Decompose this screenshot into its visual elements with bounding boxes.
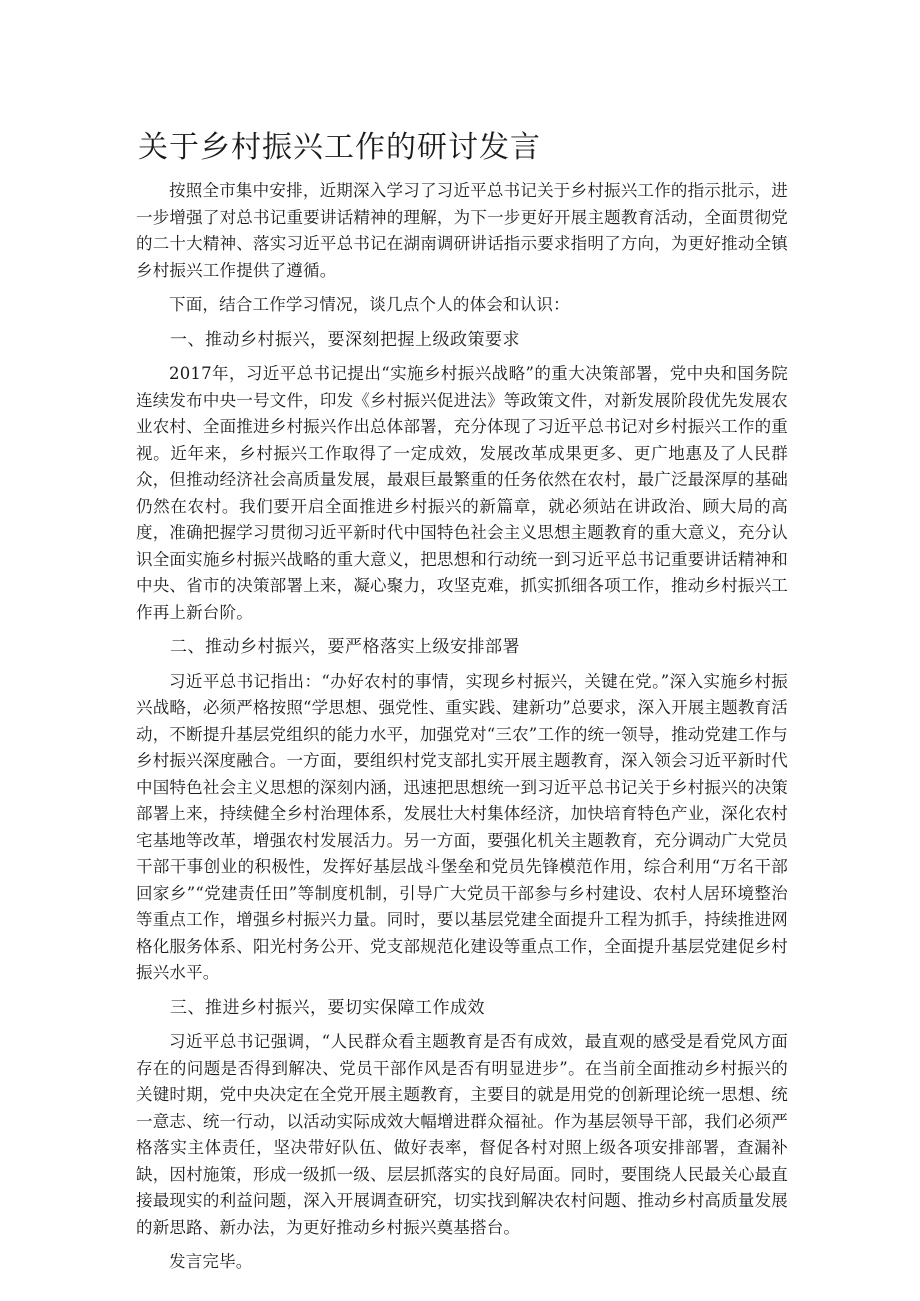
intro-paragraph: 按照全市集中安排，近期深入学习了习近平总书记关于乡村振兴工作的指示批示，进一步增强了对总书记重要讲话精神的理解，为下一步更好开展主题教育活动，全面贯彻党的二十大精神、落实习近平总书记在湖南调研讲话指示要求指明了方向，为更好推动全镇乡村振兴工作提供了遵循。 — [136, 181, 788, 280]
section-2-heading: 二、推动乡村振兴，要严格落实上级安排部署 — [170, 637, 520, 657]
section-1-heading: 一、推动乡村振兴，要深刻把握上级政策要求 — [170, 329, 520, 350]
document-body — [136, 178, 788, 1284]
section-1-body: 2017年，习近平总书记提出“实施乡村振兴战略”的重大决策部署，党中央和国务院连续发布中央一号文件，印发《乡村振兴促进法》等政策文件，对新发展阶段优先发展农业农村、全面推进乡村振兴作出总体部署，充分体现了习近平总书记对乡村振兴工作的重视。近年来，乡村振兴工作取得了一定成效，发展改革成果更多、更广地惠及了人民群众，但推动经济社会高质量发展，最艰巨最繁重的任务依然在农村，最广泛最深厚的基础仍然在农村。我们要开启全面推进乡村振兴的新篇章，就必须站在讲政治、顾大局的高度，准确把握学习贯彻习近平新时代中国特色社会主义思想主题教育的重大意义，充分认识全面实施乡村振兴战略的重大意义，把思想和行动统一到习近平总书记重要讲话精神和中央、省市的决策部署上来，凝心聚力，攻坚克难，抓实抓细各项工作，推动乡村振兴工作再上新台阶。 — [136, 364, 788, 622]
closing-paragraph: 发言完毕。 — [169, 1252, 253, 1271]
section-3-heading: 三、推进乡村振兴，要切实保障工作成效 — [170, 997, 485, 1018]
lead-paragraph: 下面，结合工作学习情况，谈几点个人的体会和认识： — [169, 295, 570, 314]
section-3-body: 习近平总书记强调，“人民群众看主题教育是否有成效，最直观的感受是看党风方面存在的问题是否得到解决、党员干部作风是否有明显进步”。在当前全面推动乡村振兴的关键时期，党中央决定在全党开展主题教育，主要目的就是用党的创新理论统一思想、统一意志、统一行动，以活动实际成效大幅增进群众福祉。作为基层领导干部，我们必须严格落实主体责任，坚决带好队伍、做好表率，督促各村对照上级各项安排部署，查漏补缺，因村施策，形成一级抓一级、层层抓落实的良好局面。同时，要围绕人民最关心最直接最现实的利益问题，深入开展调查研究，切实找到解决农村问题、推动乡村高质量发展的新思路、新办法，为更好推动乡村振兴奠基搭台。 — [136, 1032, 788, 1237]
section-2-body: 习近平总书记指出：“办好农村的事情，实现乡村振兴，关键在党。”深入实施乡村振兴战略，必须严格按照“学思想、强党性、重实践、建新功”总要求，深入开展主题教育活动，不断提升基层党组织的能力水平，加强党对“三农”工作的统一领导，推动党建工作与乡村振兴深度融合。一方面，要组织村党支部扎实开展主题教育，深入领会习近平新时代中国特色社会主义思想的深刻内涵，迅速把思想统一到习近平总书记关于乡村振兴的决策部署上来，持续健全乡村治理体系，发展壮大村集体经济，加快培育特色产业，深化农村宅基地等改革，增强农村发展活力。另一方面，要强化机关主题教育，充分调动广大党员干部干事创业的积极性，发挥好基层战斗堡垒和党员先锋模范作用，综合利用“万名干部回家乡”“党建责任田”等制度机制，引导广大党员干部参与乡村建设、农村人居环境整治等重点工作，增强乡村振兴力量。同时，要以基层党建全面提升工程为抓手，持续推进网格化服务体系、阳光村务公开、党支部规范化建设等重点工作，全面提升基层党建促乡村振兴水平。 — [136, 671, 788, 982]
document-title: 关于乡村振兴工作的研讨发言 — [138, 130, 541, 165]
